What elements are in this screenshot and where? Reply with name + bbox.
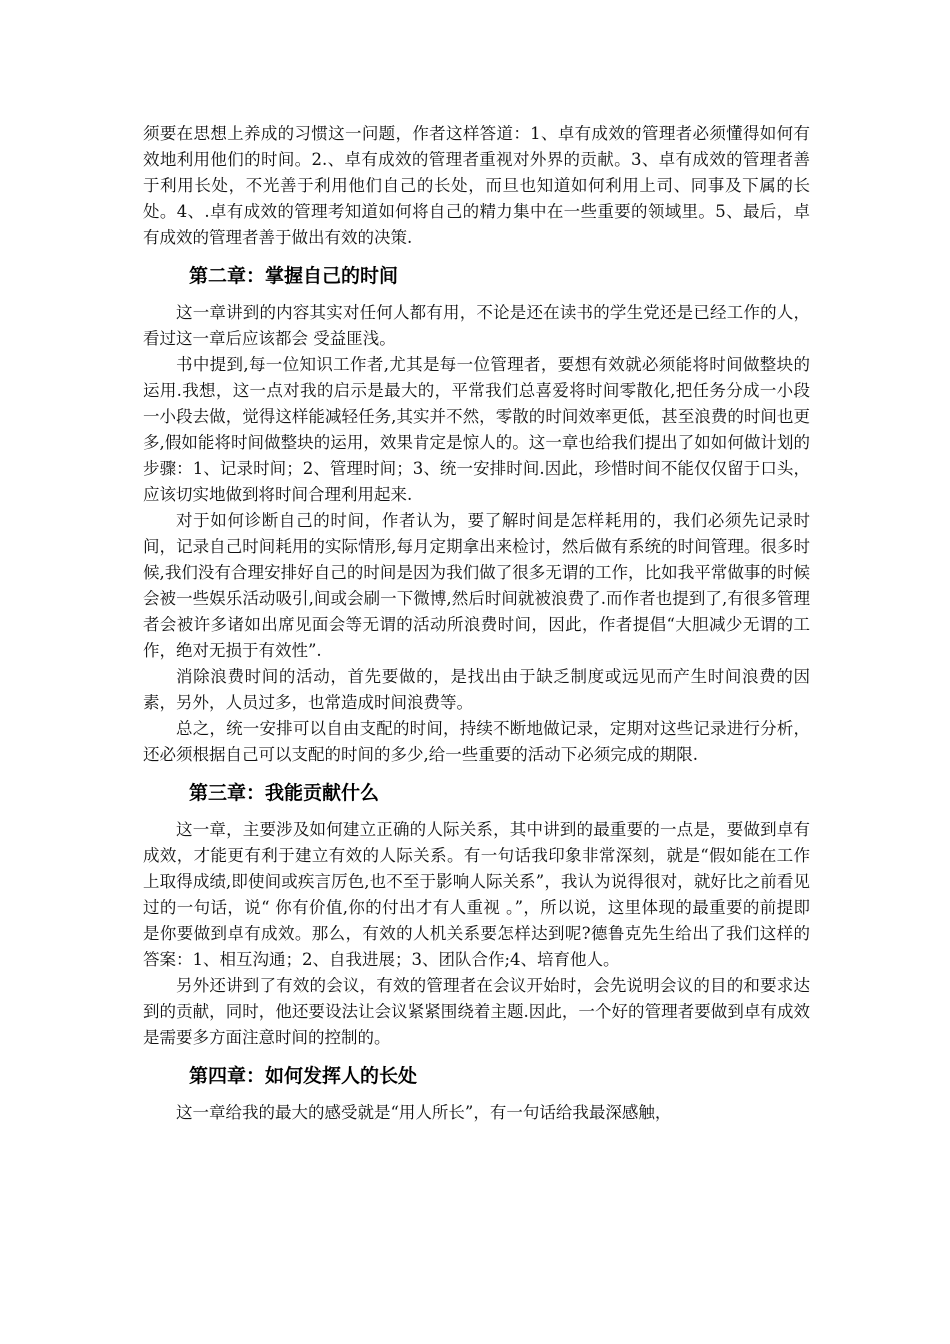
intro-paragraph: 须要在思想上养成的习惯这一问题，作者这样答道：1、卓有成效的管理者必须懂得如何有效地利用他们的时间。2.、卓有成效的管理者重视对外界的贡献。3、卓有成效的管理者善于利用长处，不光善于利用他们自己的长处，而旦也知道如何利用上司、同事及下属的长处。4、.卓有成效的管理考知道如何将自己的精力集中在一些重要的领域里。5、最后，卓有成效的管理者善于做出有效的决策. (143, 124, 810, 247)
chapter3-paragraph-2: 另外还讲到了有效的会议，有效的管理者在会议开始时，会先说明会议的目的和要求达到的贡献，同时，他还要设法让会议紧紧围绕着主题.因此，一个好的管理者要做到卓有成效是需要多方面注意时间的控制的。 (143, 976, 810, 1047)
chapter4-heading: 第四章：如何发挥人的长处 (189, 1065, 418, 1087)
document-page (143, 121, 810, 1126)
chapter2-paragraph-2: 书中提到,每一位知识工作者,尤其是每一位管理者，要想有效就必须能将时间做整块的运用.我想，这一点对我的启示是最大的，平常我们总喜爱将时间零散化,把任务分成一小段一小段去做，觉得这样能减轻任务,其实并不然，零散的时间效率更低，甚至浪费的时间也更多,假如能将时间做整块的运用，效果肯定是惊人的。这一章也给我们提出了如如何做计划的步骤：1、记录时间；2、管理时间；3、统一安排时间.因此，珍惜时间不能仅仅留于口头，应该切实地做到将时间合理利用起来. (143, 355, 810, 504)
chapter2-paragraph-5: 总之，统一安排可以自由支配的时间，持续不断地做记录，定期对这些记录进行分析，还必须根据自己可以支配的时间的多少,给一些重要的活动下必须完成的期限. (143, 719, 810, 764)
chapter4-paragraph-1: 这一章给我的最大的感受就是“用人所长”，有一句话给我最深感触， (176, 1103, 672, 1122)
chapter3-paragraph-1: 这一章，主要涉及如何建立正确的人际关系，其中讲到的最重要的一点是，要做到卓有成效，才能更有利于建立有效的人际关系。有一句话我印象非常深刻，就是“假如能在工作上取得成绩,即使间或疾言厉色,也不至于影响人际关系”，我认为说得很对，就好比之前看见过的一句话，说“ 你有价值,你的付出才有人重视 。”，所以说，这里体现的最重要的前提即是你要做到卓有成效。那么，有效的人机关系要怎样达到呢?德鲁克先生给出了我们这样的答案：1、相互沟通；2、自我进展；3、团队合作;4、培育他人。 (143, 820, 810, 969)
chapter2-paragraph-1: 这一章讲到的内容其实对任何人都有用，不论是还在读书的学生党还是已经工作的人，看过这一章后应该都会 受益匪浅。 (143, 303, 810, 348)
chapter2-heading: 第二章：掌握自己的时间 (189, 265, 399, 287)
chapter3-heading: 第三章：我能贡献什么 (189, 782, 380, 804)
chapter2-paragraph-4: 消除浪费时间的活动，首先要做的，是找出由于缺乏制度或远见而产生时间浪费的因素，另外，人员过多，也常造成时间浪费等。 (143, 667, 810, 712)
chapter2-paragraph-3: 对于如何诊断自己的时间，作者认为，要了解时间是怎样耗用的，我们必须先记录时间，记录自己时间耗用的实际情形,每月定期拿出来检讨，然后做有系统的时间管理。很多时候,我们没有合理安排好自己的时间是因为我们做了很多无谓的工作，比如我平常做事的时候会被一些娱乐活动吸引,间或会刷一下微博,然后时间就被浪费了.而作者也提到了,有很多管理者会被许多诸如出席见面会等无谓的活动所浪费时间，因此，作者提倡“大胆减少无谓的工作，绝对无损于有效性”. (143, 511, 810, 660)
